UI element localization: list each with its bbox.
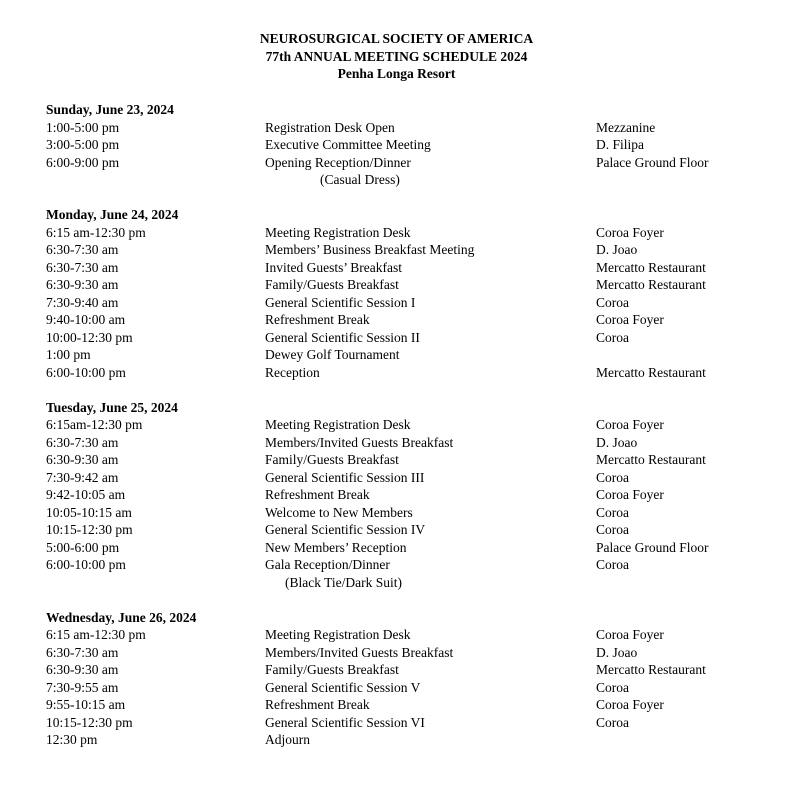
row-time: 5:00-6:00 pm xyxy=(46,539,120,555)
schedule-title: 77th ANNUAL MEETING SCHEDULE 2024 xyxy=(265,48,528,64)
row-time: 6:30-7:30 am xyxy=(46,242,119,257)
day-section xyxy=(46,399,766,592)
row-location: D. Filipa xyxy=(596,137,645,152)
row-event: Family/Guests Breakfast xyxy=(265,277,399,292)
row-time: 10:05-10:15 am xyxy=(46,504,132,520)
row-location: Mercatto Restaurant xyxy=(596,364,706,380)
row-time: 3:00-5:00 pm xyxy=(46,137,120,152)
schedule-row xyxy=(46,241,766,259)
row-location: Coroa xyxy=(596,679,629,695)
schedule-row xyxy=(46,154,766,172)
organization-title: NEUROSURGICAL SOCIETY OF AMERICA xyxy=(259,31,534,46)
row-location: Palace Ground Floor xyxy=(596,539,709,555)
row-time: 6:00-10:00 pm xyxy=(46,364,126,380)
row-time: 6:15am-12:30 pm xyxy=(46,417,143,432)
row-location: D. Joao xyxy=(596,644,638,660)
row-time: 10:00-12:30 pm xyxy=(46,329,133,345)
schedule-row xyxy=(46,364,766,382)
row-event: New Members’ Reception xyxy=(265,539,407,555)
document-header xyxy=(0,30,793,83)
row-time: 9:40-10:00 am xyxy=(46,312,126,327)
row-event: Members/Invited Guests Breakfast xyxy=(265,644,454,660)
row-location: Coroa Foyer xyxy=(596,697,664,712)
row-event: General Scientific Session III xyxy=(265,469,425,485)
row-event: Dewey Golf Tournament xyxy=(265,347,400,362)
row-event: Family/Guests Breakfast xyxy=(265,452,399,467)
schedule-row xyxy=(46,486,766,504)
row-time: 10:15-12:30 pm xyxy=(46,714,133,730)
row-time: 6:00-10:00 pm xyxy=(46,557,126,572)
schedule-body xyxy=(46,101,766,766)
schedule-row xyxy=(46,714,766,732)
schedule-row xyxy=(46,224,766,242)
row-time: 6:15 am-12:30 pm xyxy=(46,224,146,240)
row-event: Refreshment Break xyxy=(265,312,370,327)
row-event: Gala Reception/Dinner xyxy=(265,557,390,572)
schedule-row xyxy=(46,731,766,749)
schedule-row xyxy=(46,451,766,469)
row-location: Mercatto Restaurant xyxy=(596,662,706,677)
row-location: D. Joao xyxy=(596,242,638,257)
row-location: D. Joao xyxy=(596,434,638,450)
schedule-row xyxy=(46,626,766,644)
schedule-row xyxy=(46,346,766,364)
row-time: 7:30-9:55 am xyxy=(46,679,119,695)
row-note: (Black Tie/Dark Suit) xyxy=(285,574,402,590)
row-time: 9:55-10:15 am xyxy=(46,697,126,712)
schedule-row xyxy=(46,661,766,679)
row-location: Coroa xyxy=(596,329,629,345)
row-event: Adjourn xyxy=(265,732,310,747)
schedule-row xyxy=(46,469,766,487)
row-location: Coroa xyxy=(596,504,629,520)
row-location: Coroa Foyer xyxy=(596,224,664,240)
row-event: General Scientific Session V xyxy=(265,679,421,695)
row-location: Coroa xyxy=(596,294,629,310)
row-event: Refreshment Break xyxy=(265,697,370,712)
row-event: Reception xyxy=(265,364,320,380)
row-time: 6:30-7:30 am xyxy=(46,259,119,275)
row-location: Mercatto Restaurant xyxy=(596,277,706,292)
row-location: Coroa xyxy=(596,714,629,730)
day-title: Monday, June 24, 2024 xyxy=(46,207,179,222)
schedule-row xyxy=(46,504,766,522)
row-time: 1:00 pm xyxy=(46,347,91,362)
row-time: 12:30 pm xyxy=(46,732,98,747)
row-event: Members’ Business Breakfast Meeting xyxy=(265,242,475,257)
row-event: Invited Guests’ Breakfast xyxy=(265,259,402,275)
row-time: 6:15 am-12:30 pm xyxy=(46,627,146,642)
schedule-row xyxy=(46,119,766,137)
row-time: 6:00-9:00 pm xyxy=(46,154,120,170)
row-location: Mercatto Restaurant xyxy=(596,452,706,467)
schedule-row xyxy=(46,294,766,312)
row-time: 6:30-9:30 am xyxy=(46,452,119,467)
venue-title: Penha Longa Resort xyxy=(337,66,456,81)
day-section xyxy=(46,609,766,749)
row-location: Coroa xyxy=(596,522,629,537)
row-event: Meeting Registration Desk xyxy=(265,224,411,240)
row-event: Family/Guests Breakfast xyxy=(265,662,399,677)
row-event: Members/Invited Guests Breakfast xyxy=(265,434,454,450)
schedule-row xyxy=(46,136,766,154)
schedule-row xyxy=(46,539,766,557)
schedule-row xyxy=(46,329,766,347)
schedule-row xyxy=(46,259,766,277)
day-title: Wednesday, June 26, 2024 xyxy=(46,609,197,625)
row-time: 6:30-7:30 am xyxy=(46,644,119,660)
row-time: 6:30-9:30 am xyxy=(46,277,119,292)
day-section xyxy=(46,206,766,381)
row-event: Refreshment Break xyxy=(265,487,370,502)
row-event: Opening Reception/Dinner xyxy=(265,154,411,170)
row-event: Welcome to New Members xyxy=(265,504,413,520)
row-time: 7:30-9:40 am xyxy=(46,294,119,310)
row-event: General Scientific Session I xyxy=(265,294,416,310)
schedule-row xyxy=(46,434,766,452)
day-section xyxy=(46,101,766,189)
row-event: General Scientific Session II xyxy=(265,329,420,345)
row-location: Coroa xyxy=(596,557,629,572)
schedule-row xyxy=(46,644,766,662)
schedule-row xyxy=(46,696,766,714)
row-location: Palace Ground Floor xyxy=(596,154,709,170)
row-event: General Scientific Session VI xyxy=(265,714,425,730)
row-time: 1:00-5:00 pm xyxy=(46,119,120,135)
row-time: 7:30-9:42 am xyxy=(46,469,119,485)
schedule-row xyxy=(46,416,766,434)
schedule-row xyxy=(46,311,766,329)
row-time: 9:42-10:05 am xyxy=(46,487,126,502)
row-note: (Casual Dress) xyxy=(320,172,400,187)
row-time: 10:15-12:30 pm xyxy=(46,522,133,537)
row-location: Coroa Foyer xyxy=(596,627,664,642)
row-location: Mezzanine xyxy=(596,119,656,135)
row-event: Executive Committee Meeting xyxy=(265,137,431,152)
schedule-row xyxy=(46,171,766,189)
row-event: General Scientific Session IV xyxy=(265,522,426,537)
row-location: Coroa Foyer xyxy=(596,417,664,432)
row-location: Coroa Foyer xyxy=(596,487,664,502)
day-title: Sunday, June 23, 2024 xyxy=(46,102,174,117)
schedule-row xyxy=(46,574,766,592)
row-time: 6:30-7:30 am xyxy=(46,434,119,450)
row-event: Registration Desk Open xyxy=(265,119,395,135)
schedule-row xyxy=(46,276,766,294)
row-location: Coroa xyxy=(596,469,629,485)
row-location: Coroa Foyer xyxy=(596,312,664,327)
schedule-row xyxy=(46,679,766,697)
schedule-row xyxy=(46,556,766,574)
schedule-row xyxy=(46,521,766,539)
row-event: Meeting Registration Desk xyxy=(265,627,411,642)
day-title: Tuesday, June 25, 2024 xyxy=(46,399,178,415)
row-location: Mercatto Restaurant xyxy=(596,259,706,275)
row-event: Meeting Registration Desk xyxy=(265,417,411,432)
row-time: 6:30-9:30 am xyxy=(46,662,119,677)
